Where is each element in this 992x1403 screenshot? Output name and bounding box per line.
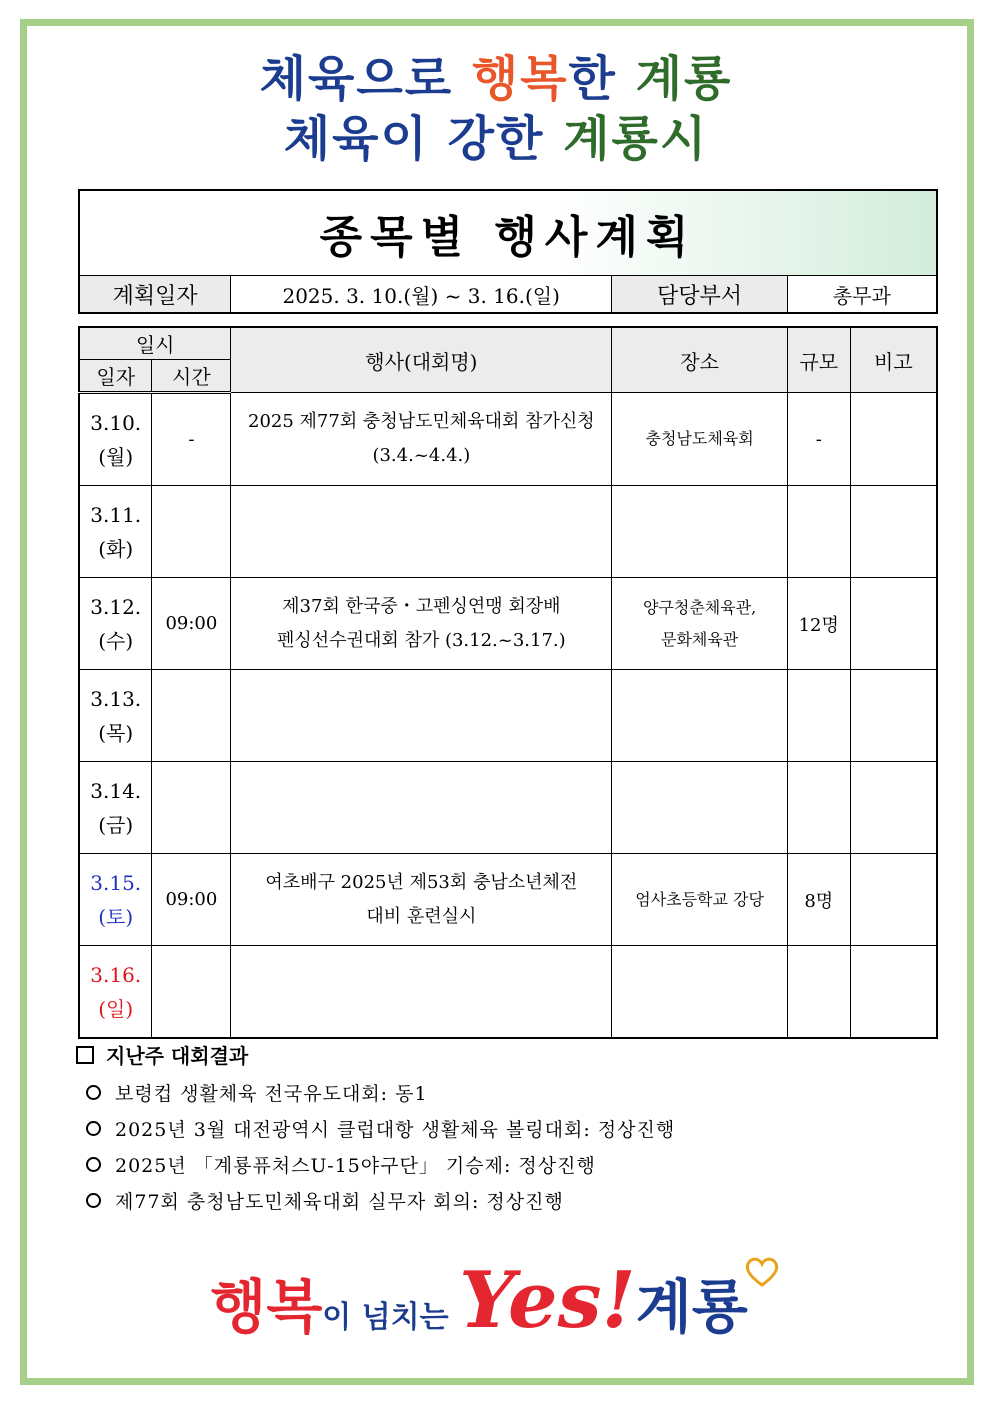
table-row [79,393,937,486]
row-date: 3.12. [90,594,142,619]
slogan-text: 계룡시 [563,111,709,167]
cell-time [152,946,231,1039]
cell-date [79,762,152,854]
cell-place [612,486,787,578]
row-date: 3.16. [90,962,142,987]
results-heading-text: 지난주 대회결과 [106,1044,249,1068]
header-time: 시간 [152,360,231,393]
row-event-line1: 여초배구 2025년 제53회 충남소년체전 [265,871,578,893]
schedule-table [78,326,938,1039]
cell-scale [787,762,850,854]
dept-label: 담당부서 [612,276,788,314]
row-time: 09:00 [165,613,218,634]
circle-bullet-icon [86,1085,101,1100]
row-date: 3.11. [90,502,142,527]
cell-time [152,486,231,578]
cell-scale [787,946,850,1039]
cell-scale [787,578,850,670]
row-event-line2: (3.4.~4.4.) [372,445,471,466]
row-place-line2: 문화체육관 [660,629,739,649]
header-date: 일자 [79,360,152,393]
result-item [86,1151,675,1178]
slogan-text: 체육 [283,111,381,167]
cell-scale [787,854,850,946]
row-scale: - [815,428,822,450]
cell-date [79,393,152,486]
footer-slogan-text: 이 넘치는 [322,1300,460,1335]
row-date: 3.10. [90,410,142,435]
slogan-line-1 [0,40,992,109]
cell-event [231,393,612,486]
last-week-results [76,1040,675,1223]
title-table [78,189,938,314]
cell-date [79,578,152,670]
result-item-text: 보령컵 생활체육 전국유도대회: 동1 [115,1083,428,1105]
row-place-line1: 엄사초등학교 강당 [635,889,764,909]
cell-time [152,393,231,486]
row-day: (토) [98,904,134,929]
page-title: 종목별 행사계획 [79,190,937,276]
row-day: (금) [98,812,134,837]
row-day: (수) [98,628,134,653]
row-day: (목) [98,720,134,745]
cell-place [612,946,787,1039]
square-bullet-icon [76,1046,94,1064]
header-event: 행사(대회명) [231,327,612,393]
row-date: 3.15. [90,870,142,895]
cell-place [612,393,787,486]
table-row [79,854,937,946]
table-row [79,670,937,762]
cell-event [231,946,612,1039]
result-item [86,1115,675,1142]
row-event-line2: 펜싱선수권대회 참가 (3.12.~3.17.) [277,629,566,651]
cell-scale [787,670,850,762]
cell-place [612,670,787,762]
plan-date-label: 계획일자 [79,276,231,314]
circle-bullet-icon [86,1193,101,1208]
slogan-text: 행복 [471,51,569,107]
table-row [79,946,937,1039]
footer-slogan-text: Yes! [459,1255,636,1346]
plan-date-value: 2025. 3. 10.(월) ~ 3. 16.(일) [231,276,612,314]
footer-slogan [0,1255,992,1346]
row-time: - [188,429,195,450]
result-item [86,1187,675,1214]
header-note: 비고 [850,327,937,393]
row-day: (화) [98,536,134,561]
table-row [79,762,937,854]
row-scale: 8명 [804,890,834,912]
row-event-line2: 대비 훈련실시 [366,905,477,927]
slogan-text: 이 강한 [380,111,564,167]
result-item-text: 제77회 충청남도민체육대회 실무자 회의: 정상진행 [115,1191,564,1213]
cell-note [850,946,937,1039]
row-date: 3.13. [90,686,142,711]
results-heading [76,1040,675,1069]
cell-place [612,578,787,670]
cell-date [79,854,152,946]
circle-bullet-icon [86,1121,101,1136]
result-item-text: 2025년 3월 대전광역시 클럽대항 생활체육 볼링대회: 정상진행 [115,1119,676,1141]
header-datetime: 일시 [79,327,231,360]
cell-event [231,854,612,946]
footer-slogan-text: 행복 [210,1273,323,1341]
cell-time [152,578,231,670]
footer-slogan-text: 계룡 [635,1273,748,1341]
cell-event [231,670,612,762]
cell-scale [787,393,850,486]
header-place: 장소 [612,327,787,393]
cell-event [231,762,612,854]
row-event-line1: 2025 제77회 충청남도민체육대회 참가신청 [248,411,595,432]
cell-note [850,486,937,578]
cell-event [231,578,612,670]
row-day: (월) [98,444,134,469]
slogan-text: 한 [568,51,636,107]
cell-date [79,946,152,1039]
cell-date [79,486,152,578]
row-date: 3.14. [90,778,142,803]
row-event-line1: 제37회 한국중・고펜싱연맹 회장배 [282,595,561,617]
result-item-text: 2025년 「계룡퓨처스U-15야구단」 기승제: 정상진행 [115,1155,596,1177]
row-time: 09:00 [165,889,218,910]
row-day: (일) [98,996,134,1021]
cell-time [152,854,231,946]
dept-value: 총무과 [787,276,937,314]
slogan-line-2 [0,100,992,169]
cell-note [850,854,937,946]
cell-note [850,393,937,486]
result-item [86,1079,675,1106]
cell-note [850,670,937,762]
cell-time [152,670,231,762]
table-row [79,578,937,670]
cell-place [612,854,787,946]
cell-note [850,578,937,670]
cell-place [612,762,787,854]
row-place-line1: 충청남도체육회 [645,429,754,448]
cell-time [152,762,231,854]
cell-event [231,486,612,578]
cell-scale [787,486,850,578]
slogan-text: 체육으로 [259,51,472,107]
heart-icon [742,1255,782,1293]
header-scale: 규모 [787,327,850,393]
cell-note [850,762,937,854]
row-place-line1: 양구청춘체육관, [642,597,757,617]
slogan-text: 계룡 [635,51,733,107]
circle-bullet-icon [86,1157,101,1172]
row-scale: 12명 [798,614,839,636]
table-row [79,486,937,578]
cell-date [79,670,152,762]
